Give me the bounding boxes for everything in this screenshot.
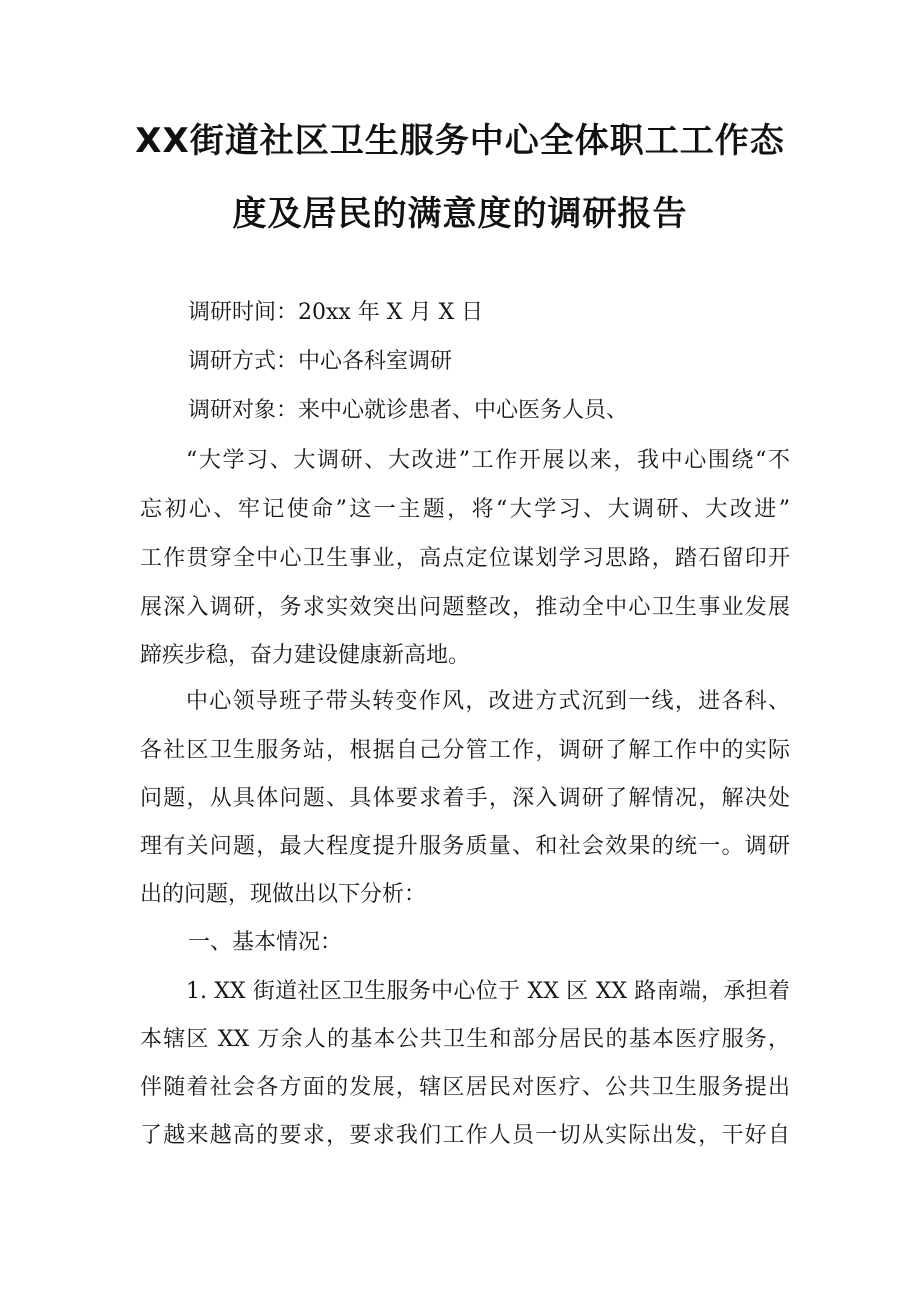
section-heading: 一、基本情况： (188, 930, 343, 955)
paragraph-2-line: 理有关问题，最大程度提升服务质量、和社会效果的统一。调研 (140, 834, 790, 859)
survey-method: 调研方式：中心各科室调研 (188, 349, 453, 374)
paragraph-2-line: 各社区卫生服务站，根据自己分管工作，调研了解工作中的实际 (140, 738, 790, 763)
survey-time: 调研时间：20xx 年 X 月 X 日 (188, 300, 484, 325)
document-title-line-1: XX街道社区卫生服务中心全体职工工作态 (135, 121, 785, 161)
paragraph-3-line: 了越来越高的要求，要求我们工作人员一切从实际出发，干好自 (140, 1123, 790, 1148)
paragraph-2-line: 问题，从具体问题、具体要求着手，深入调研了解情况，解决处 (140, 786, 790, 811)
paragraph-3-line: 本辖区 XX 万余人的基本公共卫生和部分居民的基本医疗服务， (140, 1027, 790, 1052)
paragraph-1-line: 蹄疾步稳，奋力建设健康新高地。 (140, 643, 471, 668)
survey-target: 调研对象：来中心就诊患者、中心医务人员、 (188, 398, 629, 423)
document-title-line-2: 度及居民的满意度的调研报告 (232, 194, 688, 234)
paragraph-3-line: 1. XX 街道社区卫生服务中心位于 XX 区 XX 路南端，承担着 (186, 979, 790, 1004)
paragraph-1-line: 展深入调研，务求实效突出问题整改，推动全中心卫生事业发展 (140, 595, 790, 620)
paragraph-1-line: 工作贯穿全中心卫生事业，高点定位谋划学习思路，踏石留印开 (140, 546, 790, 571)
paragraph-1-line: “大学习、大调研、大改进”工作开展以来，我中心围绕“不 (186, 448, 790, 473)
paragraph-1-line: 忘初心、牢记使命”这一主题，将“大学习、大调研、大改进” (140, 497, 790, 522)
paragraph-3-line: 伴随着社会各方面的发展，辖区居民对医疗、公共卫生服务提出 (140, 1075, 790, 1100)
paragraph-2-line: 中心领导班子带头转变作风，改进方式沉到一线，进各科、 (186, 689, 790, 714)
paragraph-2-line: 出的问题，现做出以下分析： (140, 882, 427, 907)
